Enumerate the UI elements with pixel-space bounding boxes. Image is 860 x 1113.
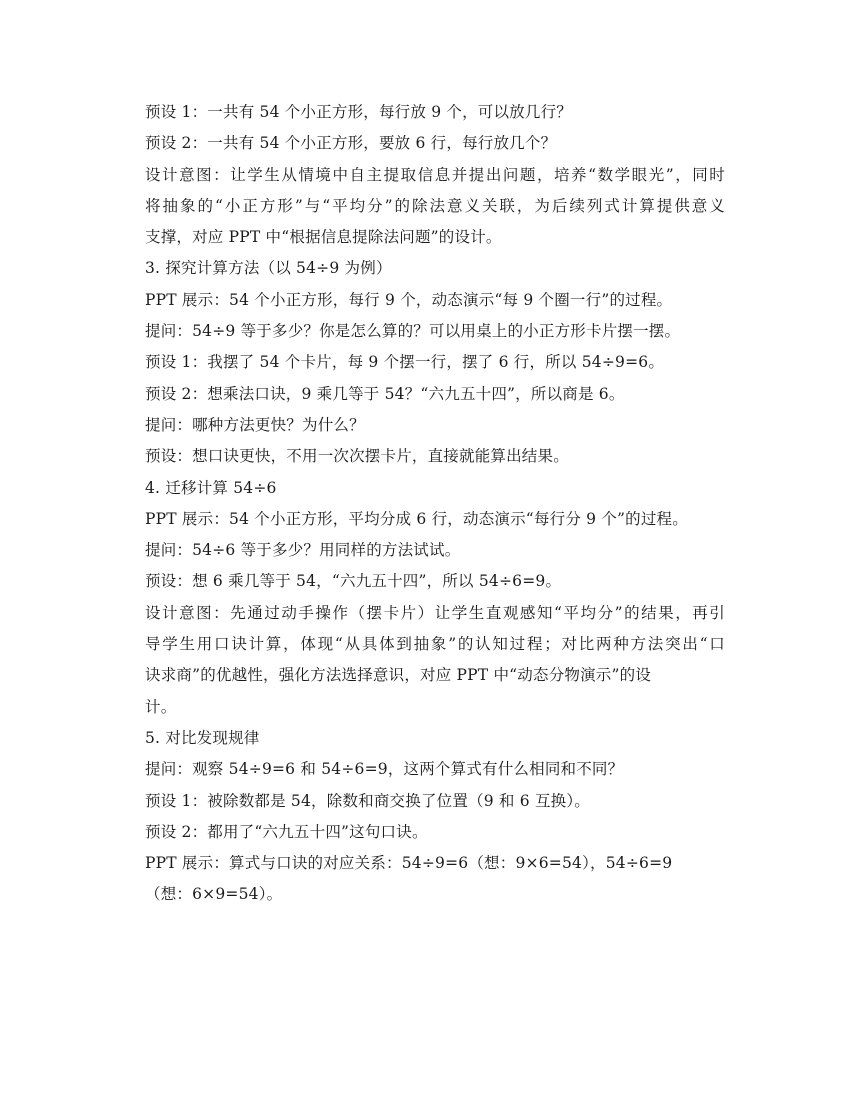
- text-line: 提问：观察 54÷9=6 和 54÷6=9，这两个算式有什么相同和不同？: [145, 760, 624, 779]
- text-line: 诀求商”的优越性，强化方法选择意识，对应 PPT 中“动态分物演示”的设: [145, 666, 652, 685]
- text-line: 4. 迁移计算 54÷6: [145, 478, 277, 497]
- text-line: 预设 2：都用了“六九五十四”这句口诀。: [145, 822, 428, 841]
- text-line: 预设 2：一共有 54 个小正方形，要放 6 行，每行放几个？: [145, 134, 557, 153]
- text-line: PPT 展示：算式与口诀的对应关系：54÷9=6（想：9×6=54），54÷6=9: [145, 854, 673, 873]
- text-line: 设计意图：让学生从情境中自主提取信息并提出问题，培养“数学眼光”，同时: [145, 165, 725, 184]
- text-line: 3. 探究计算方法（以 54÷9 为例）: [145, 259, 392, 278]
- text-line: 预设 2：想乘法口诀，9 乘几等于 54？“六九五十四”，所以商是 6。: [145, 384, 625, 403]
- text-line: （想：6×9=54）。: [145, 885, 283, 904]
- text-line: 提问：54÷9 等于多少？你是怎么算的？可以用桌上的小正方形卡片摆一摆。: [145, 322, 681, 341]
- text-line: 计。: [145, 697, 177, 716]
- text-line: 5. 对比发现规律: [145, 728, 260, 747]
- document-body: [145, 97, 725, 911]
- text-line: 预设：想 6 乘几等于 54，“六九五十四”，所以 54÷6=9。: [145, 572, 562, 591]
- text-line: 预设 1：我摆了 54 个卡片，每 9 个摆一行，摆了 6 行，所以 54÷9=6。: [145, 353, 665, 372]
- text-line: 预设：想口诀更快，不用一次次摆卡片，直接就能算出结果。: [145, 447, 569, 466]
- text-line: 导学生用口诀计算，体现“从具体到抽象”的认知过程；对比两种方法突出“口: [145, 635, 725, 654]
- text-line: 支撑，对应 PPT 中“根据信息提除法问题”的设计。: [145, 228, 502, 247]
- text-line: 设计意图：先通过动手操作（摆卡片）让学生直观感知“平均分”的结果，再引: [145, 603, 725, 622]
- text-line: 预设 1：被除数都是 54，除数和商交换了位置（9 和 6 互换）。: [145, 791, 590, 810]
- text-line: 提问：54÷6 等于多少？用同样的方法试试。: [145, 541, 461, 560]
- text-line: 预设 1：一共有 54 个小正方形，每行放 9 个，可以放几行？: [145, 103, 572, 121]
- text-line: PPT 展示：54 个小正方形，平均分成 6 行，动态演示“每行分 9 个”的过程。: [145, 509, 688, 528]
- text-line: 将抽象的“小正方形”与“平均分”的除法意义关联，为后续列式计算提供意义: [145, 196, 725, 215]
- text-line: 提问：哪种方法更快？为什么？: [145, 415, 365, 434]
- text-line: PPT 展示：54 个小正方形，每行 9 个，动态演示“每 9 个圈一行”的过程。: [145, 290, 673, 309]
